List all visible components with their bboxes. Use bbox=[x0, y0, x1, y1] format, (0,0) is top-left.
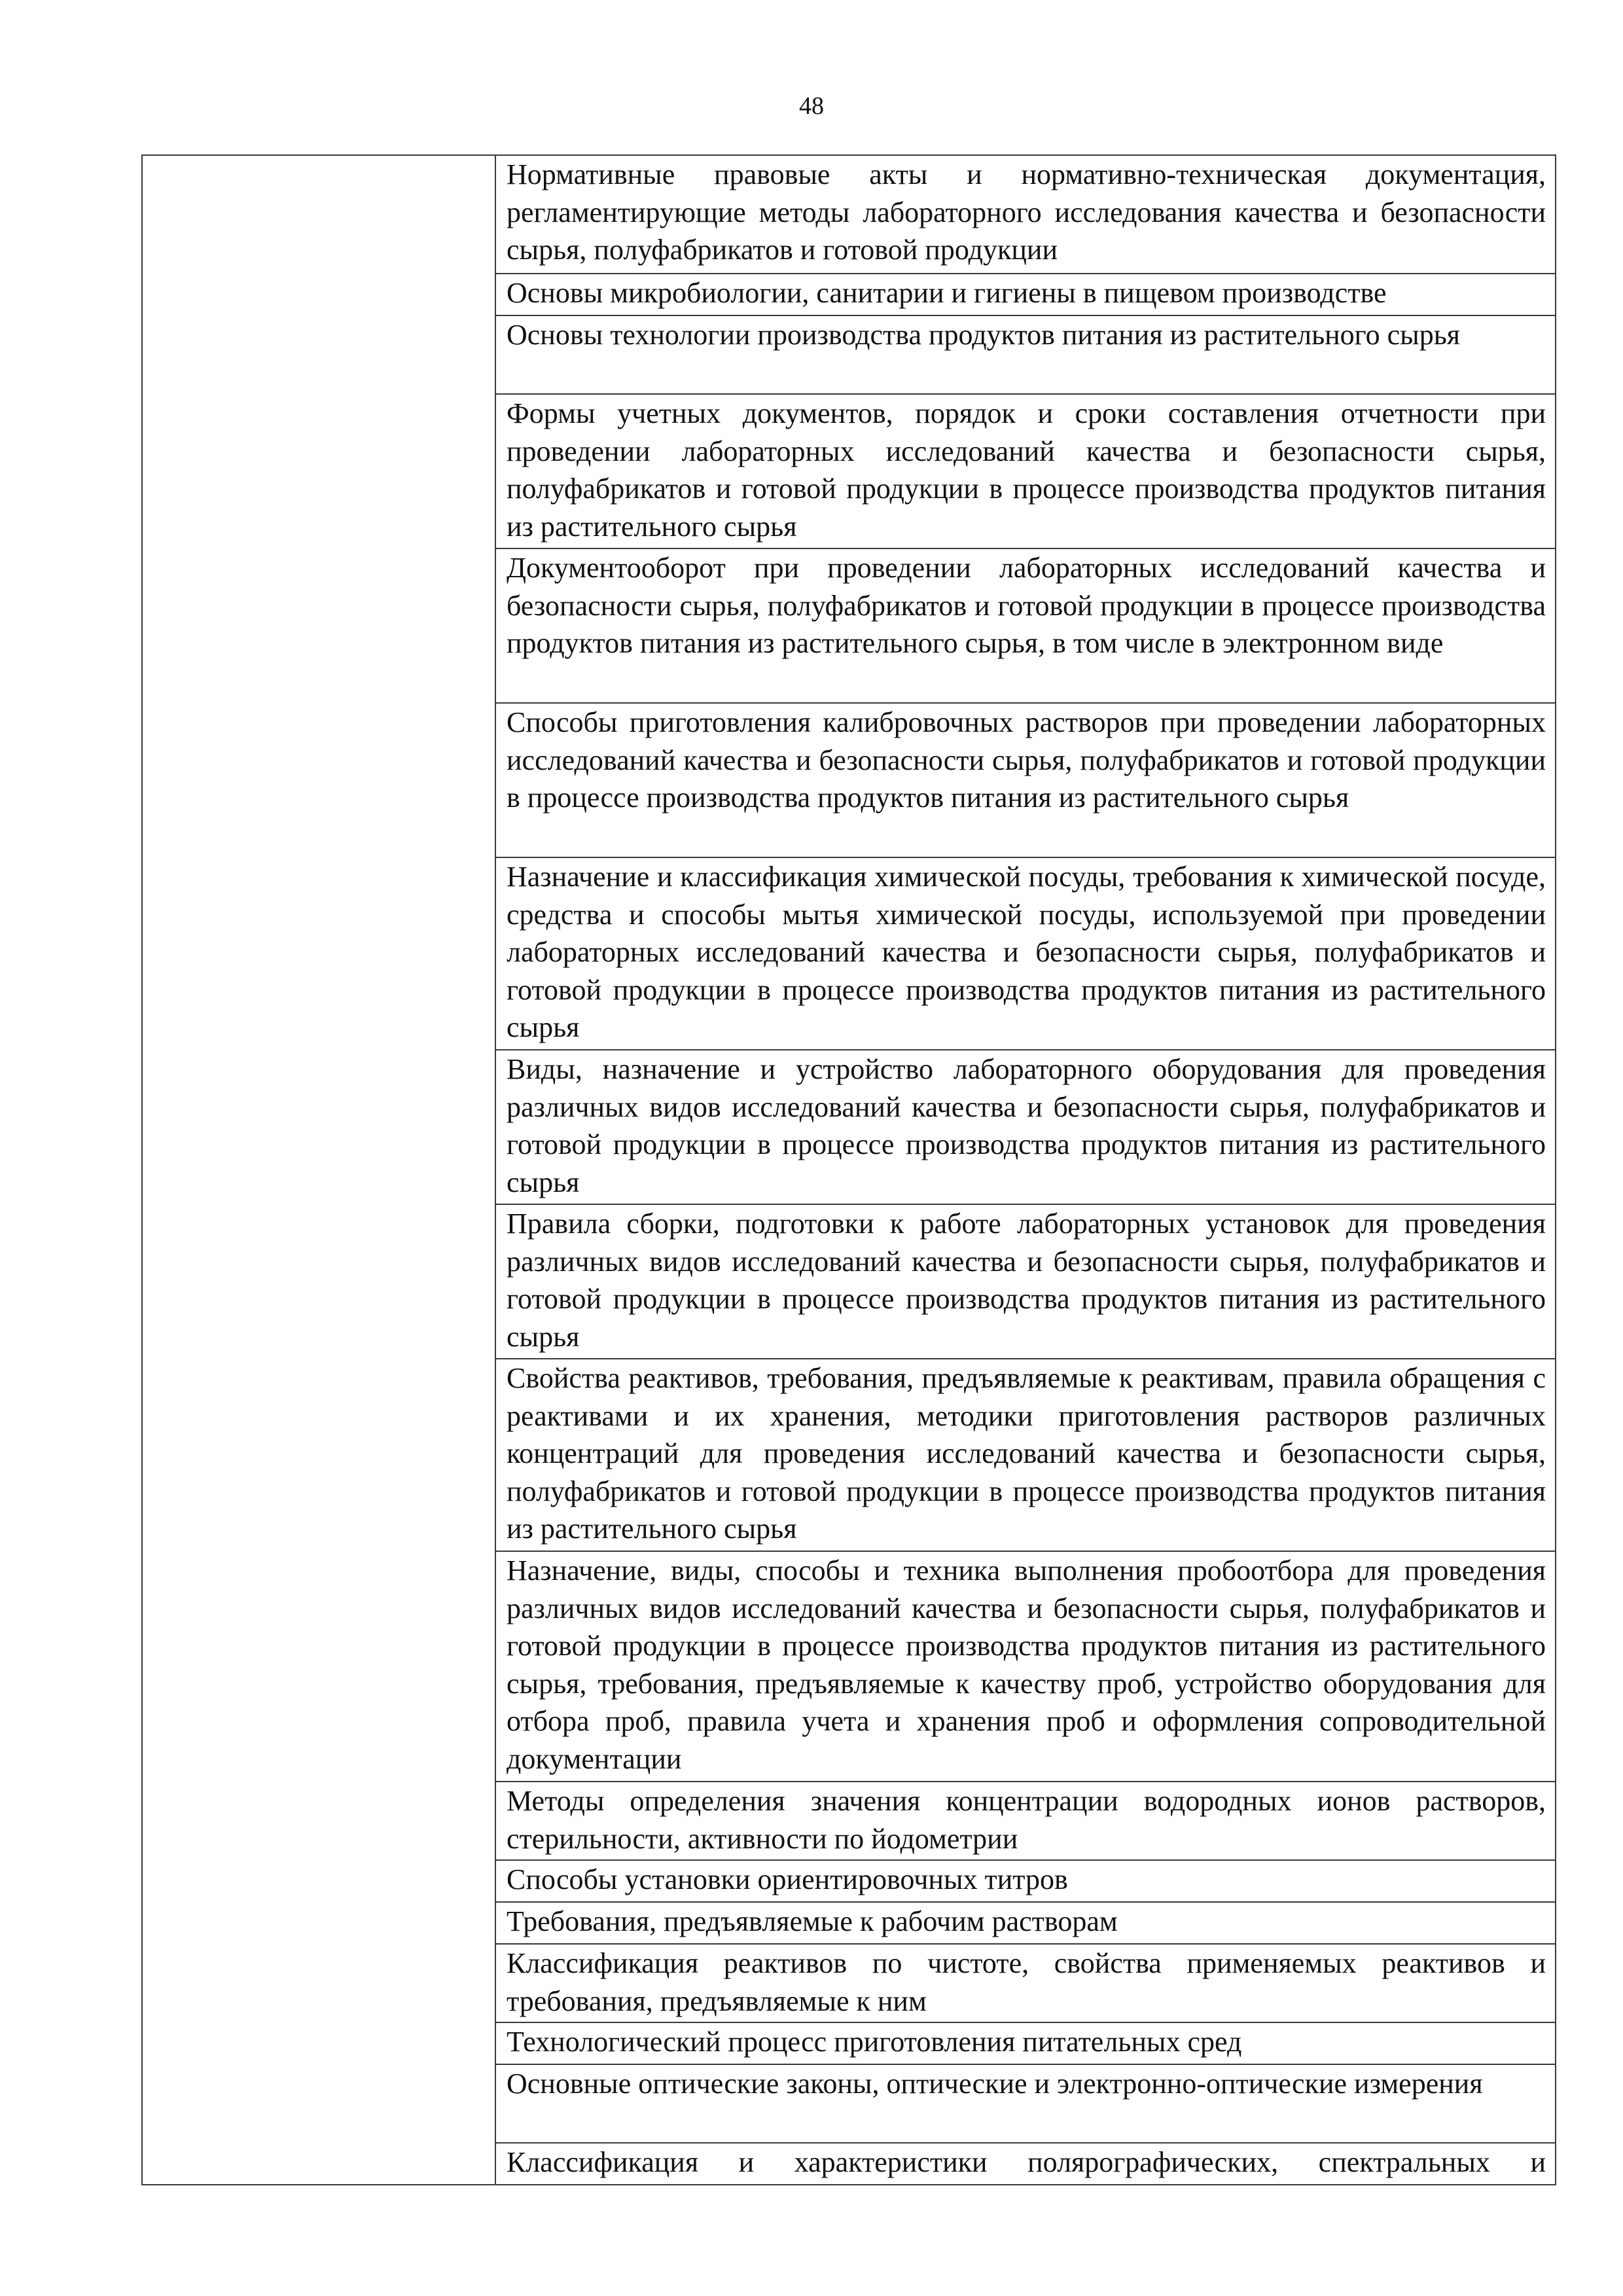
table-cell: Методы определения значения концентрации водородных ионов растворов, стерильности, активности по йодометрии bbox=[495, 1782, 1556, 1860]
table-cell: Способы установки ориентировочных титров bbox=[495, 1860, 1556, 1902]
table-cell: Способы приготовления калибровочных растворов при проведении лабораторных исследований качества и безопасности сырья, полуфабрикатов и готовой продукции в процессе производства продуктов питания из растительного сырья bbox=[495, 703, 1556, 857]
table-cell: Нормативные правовые акты и нормативно-техническая документация, регламентирующие методы лабораторного исследования качества и безопасности сырья, полуфабрикатов и готовой продукции bbox=[495, 155, 1556, 274]
table-left-column bbox=[142, 155, 495, 2185]
table-cell: Назначение, виды, способы и техника выполнения пробоотбора для проведения различных видов исследований качества и безопасности сырья, полуфабрикатов и готовой продукции в процессе производства продуктов питания из растительного сырья, требования, предъявляемые к качеству проб, устройство оборудования для отбора проб, правила учета и хранения проб и оформления сопроводительной документации bbox=[495, 1551, 1556, 1782]
table-cell: Назначение и классификация химической посуды, требования к химической посуде, средства и способы мытья химической посуды, используемой при проведении лабораторных исследований качества и безопасности сырья, полуфабрикатов и готовой продукции в процессе производства продуктов питания из растительного сырья bbox=[495, 857, 1556, 1050]
table-cell: Формы учетных документов, порядок и сроки составления отчетности при проведении лабораторных исследований качества и безопасности сырья, полуфабрикатов и готовой продукции в процессе производства продуктов питания из растительного сырья bbox=[495, 394, 1556, 548]
table-cell: Документооборот при проведении лабораторных исследований качества и безопасности сырья, полуфабрикатов и готовой продукции в процессе производства продуктов питания из растительного сырья, в том числе в электронном виде bbox=[495, 548, 1556, 703]
table-cell: Основы технологии производства продуктов питания из растительного сырья bbox=[495, 315, 1556, 394]
table-cell: Классификация и характеристики полярографических, спектральных и bbox=[495, 2143, 1556, 2185]
table-cell: Основные оптические законы, оптические и электронно-оптические измерения bbox=[495, 2064, 1556, 2143]
table-cell: Правила сборки, подготовки к работе лабораторных установок для проведения различных видов исследований качества и безопасности сырья, полуфабрикатов и готовой продукции в процессе производства продуктов питания из растительного сырья bbox=[495, 1204, 1556, 1359]
table-row bbox=[142, 155, 1556, 274]
page-number: 48 bbox=[799, 92, 824, 120]
table-cell: Основы микробиологии, санитарии и гигиены в пищевом производстве bbox=[495, 274, 1556, 315]
table-cell: Требования, предъявляемые к рабочим растворам bbox=[495, 1902, 1556, 1944]
table-cell: Классификация реактивов по чистоте, свойства применяемых реактивов и требования, предъявляемые к ним bbox=[495, 1944, 1556, 2022]
table-cell: Свойства реактивов, требования, предъявляемые к реактивам, правила обращения с реактивами и их хранения, методики приготовления растворов различных концентраций для проведения исследований качества и безопасности сырья, полуфабрикатов и готовой продукции в процессе производства продуктов питания из растительного сырья bbox=[495, 1359, 1556, 1551]
table-cell: Виды, назначение и устройство лабораторного оборудования для проведения различных видов исследований качества и безопасности сырья, полуфабрикатов и готовой продукции в процессе производства продуктов питания из растительного сырья bbox=[495, 1050, 1556, 1204]
requirements-table bbox=[141, 154, 1556, 2185]
table-cell: Технологический процесс приготовления питательных сред bbox=[495, 2022, 1556, 2064]
